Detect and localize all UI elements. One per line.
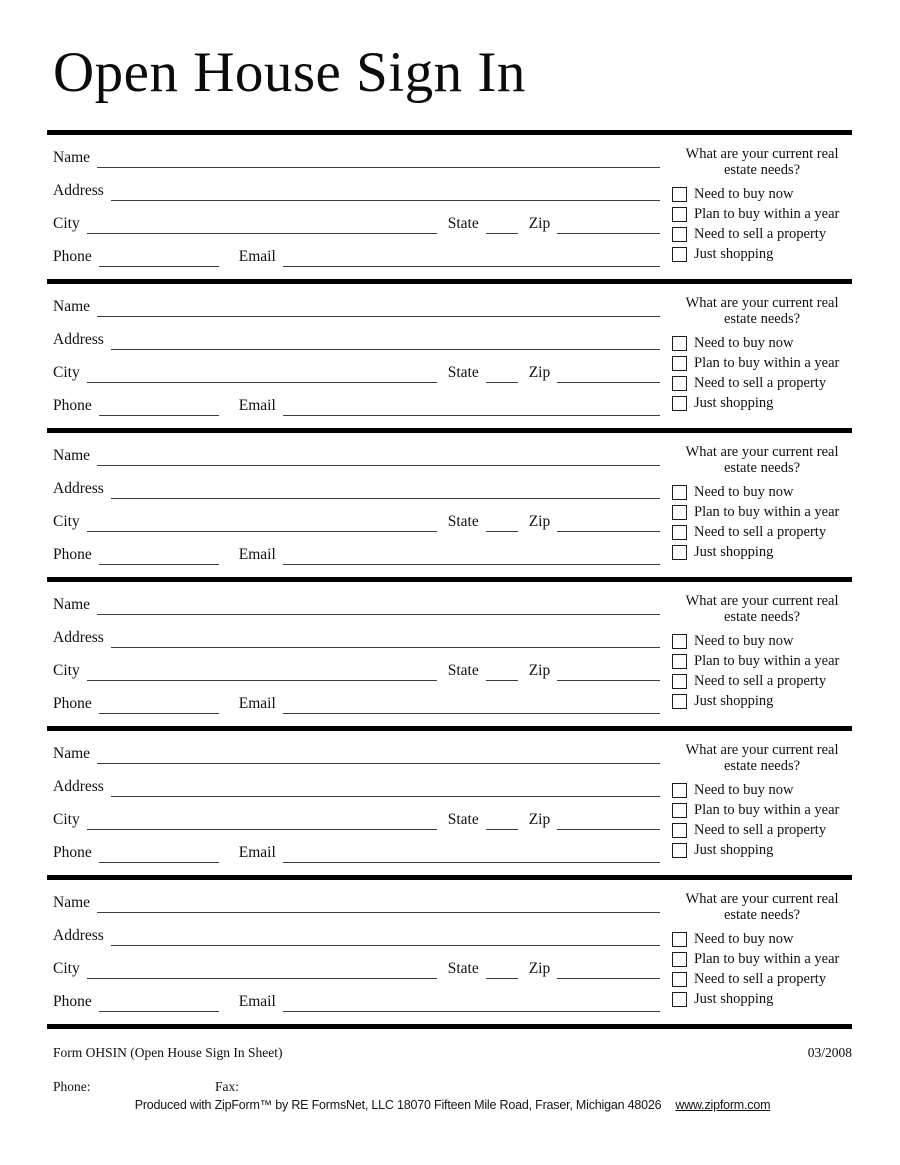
email-label: Email (238, 546, 276, 563)
checkbox-plan-to-buy-within-a-year[interactable] (672, 952, 687, 967)
checkbox-plan-to-buy-within-a-year[interactable] (672, 356, 687, 371)
option-label: Need to sell a property (694, 226, 827, 242)
option-label: Need to buy now (694, 335, 794, 351)
entries-list (53, 130, 852, 1024)
name-input-line[interactable] (97, 147, 660, 168)
address-label: Address (53, 480, 104, 497)
option-label: Plan to buy within a year (694, 653, 840, 669)
option-label: Just shopping (694, 395, 774, 411)
needs-heading-line2: estate needs? (723, 161, 801, 178)
phone-input-line[interactable] (99, 544, 219, 565)
name-input-line[interactable] (97, 445, 660, 466)
needs-options (672, 780, 852, 860)
option-label: Just shopping (694, 693, 774, 709)
option-need-to-sell-a-property (672, 820, 852, 840)
phone-input-line[interactable] (99, 842, 219, 863)
option-label: Plan to buy within a year (694, 504, 840, 520)
phone-email-row (53, 389, 660, 416)
needs-panel (660, 284, 852, 413)
address-row (53, 919, 660, 946)
checkbox-need-to-sell-a-property[interactable] (672, 525, 687, 540)
entry-fields (53, 135, 660, 273)
phone-email-row (53, 538, 660, 565)
checkbox-need-to-buy-now[interactable] (672, 932, 687, 947)
city-label: City (53, 364, 80, 381)
city-label: City (53, 513, 80, 530)
footer-divider (47, 1024, 852, 1029)
email-input-line[interactable] (283, 544, 660, 565)
address-input-line[interactable] (111, 776, 660, 797)
option-plan-to-buy-within-a-year (672, 204, 852, 224)
phone-input-line[interactable] (99, 246, 219, 267)
option-label: Plan to buy within a year (694, 355, 840, 371)
needs-heading-line1: What are your current real (685, 295, 839, 311)
option-need-to-sell-a-property (672, 224, 852, 244)
zip-input-line[interactable] (557, 362, 660, 383)
entry-fields (53, 880, 660, 1018)
city-state-zip-row (53, 952, 660, 979)
checkbox-just-shopping[interactable] (672, 843, 687, 858)
entry-fields (53, 731, 660, 869)
option-label: Just shopping (694, 842, 774, 858)
zip-input-line[interactable] (557, 213, 660, 234)
entry-fields (53, 433, 660, 571)
option-need-to-buy-now (672, 184, 852, 204)
checkbox-need-to-buy-now[interactable] (672, 485, 687, 500)
state-input-line[interactable] (486, 362, 518, 383)
state-input-line[interactable] (486, 213, 518, 234)
zip-label: Zip (528, 811, 551, 828)
needs-heading-line1: What are your current real (685, 593, 839, 609)
state-input-line[interactable] (486, 958, 518, 979)
needs-heading-line1: What are your current real (685, 146, 839, 162)
needs-panel (660, 731, 852, 860)
needs-heading-line2: estate needs? (723, 757, 801, 774)
option-label: Need to sell a property (694, 524, 827, 540)
phone-input-line[interactable] (99, 395, 219, 416)
needs-heading-line2: estate needs? (723, 608, 801, 625)
checkbox-need-to-sell-a-property[interactable] (672, 674, 687, 689)
needs-options (672, 631, 852, 711)
option-plan-to-buy-within-a-year (672, 353, 852, 373)
state-label: State (447, 513, 479, 530)
name-input-line[interactable] (97, 594, 660, 615)
address-input-line[interactable] (111, 478, 660, 499)
state-label: State (447, 364, 479, 381)
name-row (53, 588, 660, 615)
option-label: Plan to buy within a year (694, 802, 840, 818)
needs-options (672, 929, 852, 1009)
address-row (53, 621, 660, 648)
checkbox-need-to-sell-a-property[interactable] (672, 227, 687, 242)
option-label: Need to buy now (694, 782, 794, 798)
city-input-line[interactable] (87, 660, 437, 681)
checkbox-plan-to-buy-within-a-year[interactable] (672, 207, 687, 222)
zip-label: Zip (528, 960, 551, 977)
city-input-line[interactable] (87, 362, 437, 383)
email-label: Email (238, 248, 276, 265)
option-need-to-sell-a-property (672, 671, 852, 691)
needs-heading-line1: What are your current real (685, 891, 839, 907)
zipform-link[interactable]: www.zipform.com (675, 1098, 771, 1112)
option-need-to-sell-a-property (672, 522, 852, 542)
option-label: Need to sell a property (694, 673, 827, 689)
header (53, 0, 852, 130)
needs-heading (672, 296, 852, 327)
address-row (53, 770, 660, 797)
option-label: Just shopping (694, 246, 774, 262)
email-label: Email (238, 695, 276, 712)
state-input-line[interactable] (486, 511, 518, 532)
email-input-line[interactable] (283, 991, 660, 1012)
address-row (53, 472, 660, 499)
phone-label: Phone (53, 844, 92, 861)
phone-label: Phone (53, 397, 92, 414)
city-input-line[interactable] (87, 213, 437, 234)
name-input-line[interactable] (97, 296, 660, 317)
option-just-shopping (672, 989, 852, 1009)
zip-input-line[interactable] (557, 809, 660, 830)
zip-input-line[interactable] (557, 958, 660, 979)
option-just-shopping (672, 691, 852, 711)
option-label: Just shopping (694, 544, 774, 560)
checkbox-just-shopping[interactable] (672, 247, 687, 262)
city-state-zip-row (53, 803, 660, 830)
option-need-to-buy-now (672, 929, 852, 949)
address-row (53, 174, 660, 201)
phone-label: Phone (53, 993, 92, 1010)
city-input-line[interactable] (87, 511, 437, 532)
checkbox-plan-to-buy-within-a-year[interactable] (672, 803, 687, 818)
option-need-to-buy-now (672, 780, 852, 800)
option-label: Plan to buy within a year (694, 206, 840, 222)
zip-label: Zip (528, 364, 551, 381)
zip-input-line[interactable] (557, 660, 660, 681)
needs-heading (672, 147, 852, 178)
sign-in-entry (47, 428, 852, 577)
form-id: Form OHSIN (Open House Sign In Sheet) (53, 1045, 283, 1060)
state-label: State (447, 811, 479, 828)
name-label: Name (53, 894, 91, 911)
address-input-line[interactable] (111, 180, 660, 201)
checkbox-need-to-buy-now[interactable] (672, 187, 687, 202)
name-label: Name (53, 447, 91, 464)
needs-options (672, 482, 852, 562)
needs-panel (660, 135, 852, 264)
checkbox-plan-to-buy-within-a-year[interactable] (672, 654, 687, 669)
checkbox-need-to-sell-a-property[interactable] (672, 823, 687, 838)
option-just-shopping (672, 393, 852, 413)
city-state-zip-row (53, 207, 660, 234)
checkbox-just-shopping[interactable] (672, 396, 687, 411)
option-plan-to-buy-within-a-year (672, 651, 852, 671)
zip-input-line[interactable] (557, 511, 660, 532)
address-input-line[interactable] (111, 329, 660, 350)
address-label: Address (53, 629, 104, 646)
checkbox-need-to-sell-a-property[interactable] (672, 972, 687, 987)
name-label: Name (53, 745, 91, 762)
phone-input-line[interactable] (99, 693, 219, 714)
city-label: City (53, 811, 80, 828)
option-need-to-buy-now (672, 482, 852, 502)
footer-produced-by (53, 1098, 852, 1113)
option-label: Need to buy now (694, 931, 794, 947)
city-label: City (53, 960, 80, 977)
option-label: Need to sell a property (694, 375, 827, 391)
option-just-shopping (672, 542, 852, 562)
footer-contact-row (53, 1079, 852, 1095)
phone-email-row (53, 240, 660, 267)
needs-heading-line2: estate needs? (723, 310, 801, 327)
address-input-line[interactable] (111, 925, 660, 946)
option-need-to-buy-now (672, 631, 852, 651)
checkbox-need-to-buy-now[interactable] (672, 783, 687, 798)
phone-email-row (53, 687, 660, 714)
phone-label: Phone (53, 248, 92, 265)
address-input-line[interactable] (111, 627, 660, 648)
needs-heading-line1: What are your current real (685, 742, 839, 758)
option-label: Plan to buy within a year (694, 951, 840, 967)
address-label: Address (53, 331, 104, 348)
city-state-zip-row (53, 505, 660, 532)
produced-by-text: Produced with ZipForm™ by RE FormsNet, LLC 18070 Fifteen Mile Road, Fraser, Michigan 48026 (134, 1098, 662, 1112)
needs-heading-line1: What are your current real (685, 444, 839, 460)
name-input-line[interactable] (97, 743, 660, 764)
checkbox-need-to-buy-now[interactable] (672, 634, 687, 649)
name-label: Name (53, 298, 91, 315)
option-plan-to-buy-within-a-year (672, 949, 852, 969)
email-input-line[interactable] (283, 842, 660, 863)
name-row (53, 290, 660, 317)
footer-form-info (53, 1045, 852, 1061)
zip-label: Zip (528, 215, 551, 232)
needs-heading (672, 445, 852, 476)
option-label: Need to buy now (694, 633, 794, 649)
needs-heading (672, 594, 852, 625)
address-label: Address (53, 778, 104, 795)
email-input-line[interactable] (283, 246, 660, 267)
city-input-line[interactable] (87, 958, 437, 979)
checkbox-plan-to-buy-within-a-year[interactable] (672, 505, 687, 520)
needs-options (672, 184, 852, 264)
option-just-shopping (672, 840, 852, 860)
page-title: Open House Sign In (53, 41, 526, 104)
option-just-shopping (672, 244, 852, 264)
checkbox-just-shopping[interactable] (672, 545, 687, 560)
option-need-to-sell-a-property (672, 969, 852, 989)
revision-date: 03/2008 (807, 1045, 852, 1060)
checkbox-need-to-buy-now[interactable] (672, 336, 687, 351)
state-input-line[interactable] (486, 660, 518, 681)
name-row (53, 141, 660, 168)
state-input-line[interactable] (486, 809, 518, 830)
option-label: Just shopping (694, 991, 774, 1007)
email-label: Email (238, 993, 276, 1010)
checkbox-need-to-sell-a-property[interactable] (672, 376, 687, 391)
needs-options (672, 333, 852, 413)
name-row (53, 886, 660, 913)
option-label: Need to sell a property (694, 822, 827, 838)
needs-panel (660, 433, 852, 562)
option-label: Need to buy now (694, 186, 794, 202)
checkbox-just-shopping[interactable] (672, 992, 687, 1007)
name-input-line[interactable] (97, 892, 660, 913)
needs-heading-line2: estate needs? (723, 459, 801, 476)
zip-label: Zip (528, 662, 551, 679)
phone-label: Phone (53, 695, 92, 712)
needs-heading (672, 892, 852, 923)
phone-label: Phone (53, 546, 92, 563)
option-label: Need to buy now (694, 484, 794, 500)
phone-email-row (53, 836, 660, 863)
option-need-to-sell-a-property (672, 373, 852, 393)
address-label: Address (53, 927, 104, 944)
name-label: Name (53, 149, 91, 166)
option-label: Need to sell a property (694, 971, 827, 987)
address-label: Address (53, 182, 104, 199)
city-state-zip-row (53, 356, 660, 383)
name-row (53, 737, 660, 764)
needs-heading-line2: estate needs? (723, 906, 801, 923)
phone-input-line[interactable] (99, 991, 219, 1012)
footer-fax-label: Fax: (215, 1079, 240, 1094)
name-row (53, 439, 660, 466)
state-label: State (447, 215, 479, 232)
email-input-line[interactable] (283, 395, 660, 416)
option-plan-to-buy-within-a-year (672, 800, 852, 820)
sign-in-entry (47, 875, 852, 1024)
needs-panel (660, 582, 852, 711)
option-need-to-buy-now (672, 333, 852, 353)
entry-fields (53, 284, 660, 422)
footer-phone-label: Phone: (53, 1079, 91, 1094)
city-label: City (53, 662, 80, 679)
email-label: Email (238, 844, 276, 861)
state-label: State (447, 662, 479, 679)
state-label: State (447, 960, 479, 977)
needs-heading (672, 743, 852, 774)
zip-label: Zip (528, 513, 551, 530)
city-state-zip-row (53, 654, 660, 681)
entry-fields (53, 582, 660, 720)
checkbox-just-shopping[interactable] (672, 694, 687, 709)
name-label: Name (53, 596, 91, 613)
option-plan-to-buy-within-a-year (672, 502, 852, 522)
email-label: Email (238, 397, 276, 414)
sign-in-entry (47, 130, 852, 279)
sign-in-entry (47, 726, 852, 875)
city-label: City (53, 215, 80, 232)
needs-panel (660, 880, 852, 1009)
phone-email-row (53, 985, 660, 1012)
city-input-line[interactable] (87, 809, 437, 830)
email-input-line[interactable] (283, 693, 660, 714)
sign-in-entry (47, 279, 852, 428)
address-row (53, 323, 660, 350)
sign-in-entry (47, 577, 852, 726)
